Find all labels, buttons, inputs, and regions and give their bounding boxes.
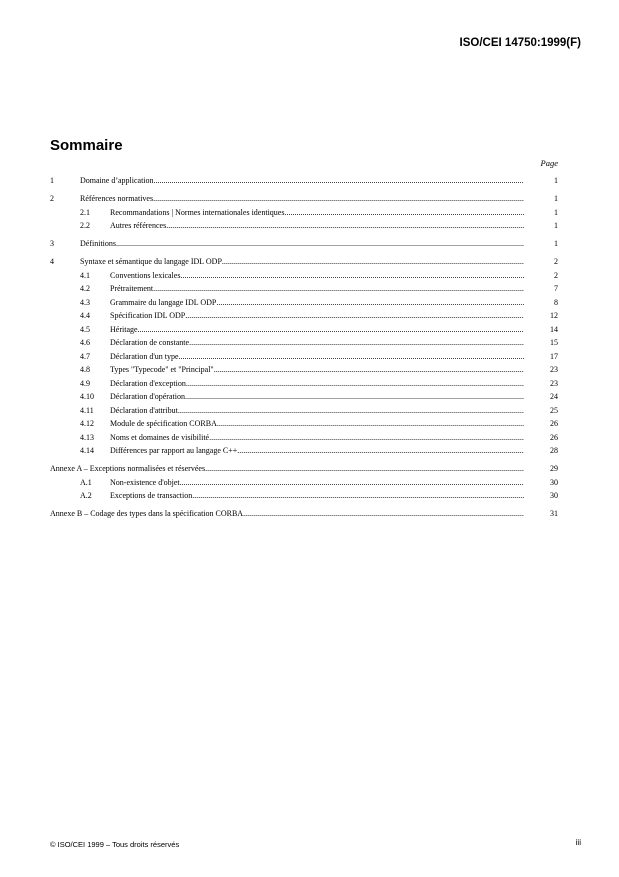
toc-entry-page: 2	[554, 270, 558, 280]
toc-entry-title: Déclaration d'attribut	[110, 405, 178, 415]
toc-entry-number: 4.4	[80, 311, 90, 320]
toc-entry-page: 17	[550, 351, 558, 361]
toc-entry-text	[50, 239, 524, 248]
toc-entry-title: Héritage	[110, 324, 138, 334]
toc-entry-number: 4.6	[80, 338, 90, 347]
toc-entry-page: 1	[554, 176, 558, 185]
toc-entry-title: Spécification IDL ODP	[110, 311, 186, 320]
toc-entry[interactable]	[50, 221, 558, 235]
toc-entry-page: 30	[550, 491, 558, 500]
toc-entry-title: Domaine d’application	[80, 176, 154, 185]
toc-entry-number: 4.11	[80, 405, 94, 415]
toc-entry-page: 30	[550, 477, 558, 487]
toc-entry-number: 4.14	[80, 446, 94, 455]
toc-entry-text	[50, 338, 524, 347]
toc-entry-number: 4.2	[80, 284, 90, 293]
toc-entry[interactable]	[50, 464, 558, 478]
footer-page-number: iii	[575, 838, 581, 847]
footer-copyright: © ISO/CEI 1999 – Tous droits réservés	[50, 840, 180, 849]
toc-entry-page: 1	[554, 239, 558, 248]
toc-entry-page: 2	[554, 257, 558, 266]
toc-dot-leader	[284, 208, 524, 217]
toc-entry-text	[50, 446, 524, 455]
toc-entry-number: 4.8	[80, 365, 90, 374]
toc-entry[interactable]	[50, 311, 558, 325]
toc-entry-number: 4.12	[80, 419, 94, 428]
toc-entry-text	[50, 221, 524, 230]
toc-entry[interactable]	[50, 446, 558, 460]
toc-entry[interactable]	[50, 352, 558, 366]
toc-entry-text	[50, 392, 524, 401]
toc-entry[interactable]	[50, 406, 558, 420]
toc-entry[interactable]	[50, 194, 558, 208]
toc-dot-leader	[243, 509, 524, 518]
toc-dot-leader	[237, 446, 524, 455]
toc-entry-text	[50, 298, 524, 307]
toc-entry-number: 1	[50, 176, 54, 185]
toc-entry-title: Définitions	[80, 239, 116, 248]
toc-entry[interactable]	[50, 298, 558, 312]
toc-dot-leader	[192, 491, 524, 500]
toc-entry[interactable]	[50, 257, 558, 271]
toc-entry-number: 4	[50, 257, 54, 266]
toc-dot-leader	[216, 298, 524, 307]
toc-entry-text	[50, 365, 524, 374]
toc-dot-leader	[209, 433, 524, 442]
toc-entry-text	[50, 419, 524, 428]
toc-entry-number: 2.2	[80, 221, 90, 230]
toc-entry-page: 1	[554, 221, 558, 230]
page-title: Sommaire	[50, 137, 123, 154]
toc-entry[interactable]	[50, 419, 558, 433]
toc-entry-title: Recommandations | Normes internationales identiques	[110, 207, 285, 217]
toc-entry-page: 7	[554, 284, 558, 293]
toc-entry-title: Exceptions de transaction	[110, 491, 193, 500]
toc-entry[interactable]	[50, 379, 558, 393]
toc-entry-text	[50, 491, 524, 500]
toc-entry-number: 2	[50, 194, 54, 203]
toc-entry-number: 2.1	[80, 207, 90, 217]
toc-dot-leader	[153, 194, 524, 203]
toc-entry-page: 31	[550, 509, 558, 518]
toc-dot-leader	[185, 311, 524, 320]
toc-entry-title: Annexe B – Codage des types dans la spécification CORBA	[50, 509, 244, 518]
document-reference: ISO/CEI 14750:1999(F)	[459, 37, 581, 49]
toc-entry-text	[50, 284, 524, 293]
toc-entry[interactable]	[50, 271, 558, 285]
toc-entry-number: 4.5	[80, 324, 90, 334]
toc-entry-title: Différences par rapport au langage C++	[110, 446, 238, 455]
toc-entry-page: 23	[550, 378, 558, 388]
toc-entry-text	[50, 208, 524, 217]
toc-entry-page: 25	[550, 405, 558, 415]
toc-entry-page: 15	[550, 338, 558, 347]
page-column-label: Page	[540, 158, 558, 168]
toc-entry[interactable]	[50, 491, 558, 505]
toc-dot-leader	[222, 257, 524, 266]
toc-dot-leader	[186, 379, 524, 388]
toc-entry-text	[50, 379, 524, 388]
toc-entry-page: 1	[554, 194, 558, 203]
table-of-contents	[50, 176, 558, 523]
toc-entry-number: 4.9	[80, 378, 90, 388]
toc-entry-number: 3	[50, 239, 54, 248]
toc-entry-number: 4.7	[80, 351, 90, 361]
toc-dot-leader	[154, 176, 524, 185]
toc-entry-number: 4.1	[80, 270, 90, 280]
toc-entry-text	[50, 478, 524, 487]
toc-entry-title: Noms et domaines de visibilité	[110, 432, 210, 442]
toc-dot-leader	[180, 478, 524, 487]
toc-entry-page: 26	[550, 432, 558, 442]
toc-entry-page: 26	[550, 419, 558, 428]
toc-entry-number: 4.13	[80, 432, 94, 442]
toc-entry-number: A.1	[80, 477, 92, 487]
toc-entry[interactable]	[50, 392, 558, 406]
toc-entry-page: 24	[550, 392, 558, 401]
toc-entry-title: Déclaration de constante	[110, 338, 190, 347]
toc-entry-text	[50, 311, 524, 320]
toc-dot-leader	[138, 325, 524, 334]
toc-entry-text	[50, 176, 524, 185]
toc-dot-leader	[178, 406, 524, 415]
toc-entry-page: 29	[550, 464, 558, 473]
toc-entry-text	[50, 464, 524, 473]
toc-entry-title: Références normatives	[80, 194, 154, 203]
toc-entry-title: Déclaration d'un type	[110, 351, 179, 361]
toc-entry[interactable]	[50, 338, 558, 352]
toc-dot-leader	[189, 338, 524, 347]
toc-dot-leader	[205, 464, 524, 473]
toc-dot-leader	[166, 221, 524, 230]
toc-entry-page: 12	[550, 311, 558, 320]
toc-entry[interactable]	[50, 325, 558, 339]
toc-entry-title: Syntaxe et sémantique du langage IDL ODP	[80, 257, 222, 266]
toc-entry-text	[50, 406, 524, 415]
toc-entry-text	[50, 509, 524, 518]
toc-entry-title: Types "Typecode" et "Principal"	[110, 365, 214, 374]
toc-dot-leader	[179, 352, 524, 361]
toc-entry-page: 23	[550, 365, 558, 374]
toc-entry-text	[50, 257, 524, 266]
toc-entry[interactable]	[50, 239, 558, 253]
toc-dot-leader	[214, 365, 524, 374]
toc-entry-page: 28	[550, 446, 558, 455]
toc-entry-title: Grammaire du langage IDL ODP	[110, 297, 217, 307]
toc-entry-title: Déclaration d'exception	[110, 378, 186, 388]
toc-entry-text	[50, 433, 524, 442]
toc-dot-leader	[153, 284, 524, 293]
toc-dot-leader	[217, 419, 524, 428]
toc-entry-title: Module de spécification CORBA	[110, 419, 217, 428]
toc-entry[interactable]	[50, 176, 558, 190]
toc-dot-leader	[180, 271, 524, 280]
toc-entry[interactable]	[50, 284, 558, 298]
toc-entry-page: 8	[554, 297, 558, 307]
toc-entry-text	[50, 325, 524, 334]
toc-entry-title: Autres références	[110, 221, 167, 230]
toc-entry[interactable]	[50, 208, 558, 222]
toc-entry[interactable]	[50, 365, 558, 379]
toc-dot-leader	[116, 239, 524, 248]
toc-entry[interactable]	[50, 478, 558, 492]
toc-entry-number: A.2	[80, 491, 92, 500]
toc-entry-page: 1	[554, 207, 558, 217]
toc-entry-number: 4.3	[80, 297, 90, 307]
toc-entry-text	[50, 352, 524, 361]
toc-entry-title: Déclaration d'opération	[110, 392, 185, 401]
toc-entry[interactable]	[50, 433, 558, 447]
toc-entry-page: 14	[550, 324, 558, 334]
toc-entry-title: Conventions lexicales	[110, 270, 181, 280]
toc-entry-number: 4.10	[80, 392, 94, 401]
toc-entry-text	[50, 194, 524, 203]
toc-entry-text	[50, 271, 524, 280]
toc-dot-leader	[185, 392, 524, 401]
toc-entry-title: Prétraitement	[110, 284, 154, 293]
toc-entry-title: Annexe A – Exceptions normalisées et réservées	[50, 464, 206, 473]
toc-entry-title: Non-existence d'objet	[110, 477, 180, 487]
toc-entry[interactable]	[50, 509, 558, 523]
